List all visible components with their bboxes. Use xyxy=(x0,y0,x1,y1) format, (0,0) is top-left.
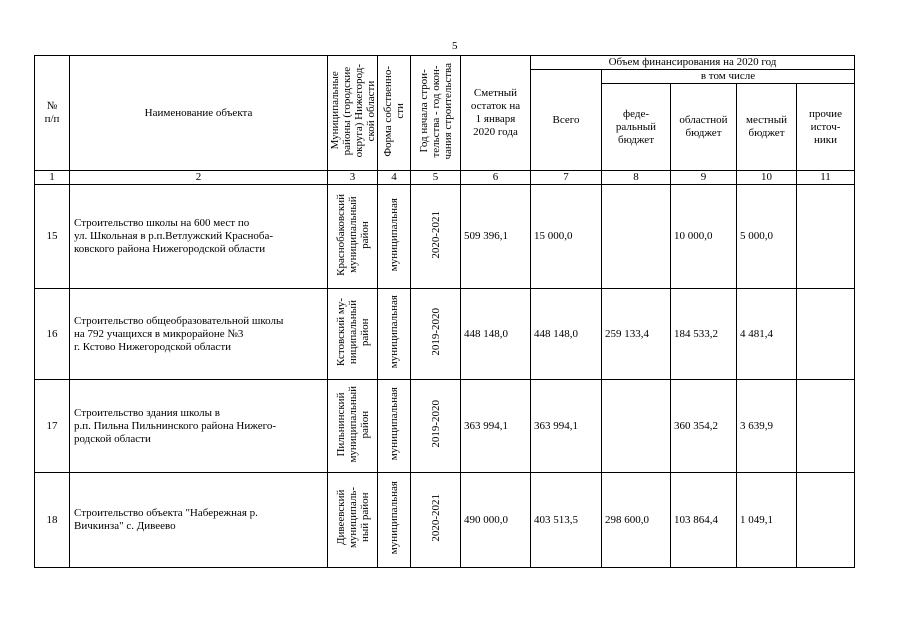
header-other: прочие источ- ники xyxy=(797,84,855,171)
col-number: 2 xyxy=(70,171,328,185)
header-no: № п/п xyxy=(35,56,70,171)
row-regional: 103 864,4 xyxy=(671,473,737,568)
row-district xyxy=(328,473,378,568)
row-years xyxy=(411,289,461,380)
row-name: Строительство общеобразовательной школы на 792 учащихся в микрорайоне №3 г. Кстово Нижегородской области xyxy=(70,289,328,380)
col-number: 7 xyxy=(531,171,602,185)
col-number: 5 xyxy=(411,171,461,185)
row-district xyxy=(328,289,378,380)
row-years xyxy=(411,185,461,289)
row-federal: 259 133,4 xyxy=(602,289,671,380)
row-total: 363 994,1 xyxy=(531,380,602,473)
row-years-text: 2019-2020 xyxy=(429,400,442,448)
row-local: 3 639,9 xyxy=(737,380,797,473)
row-ownership-text: муниципальная xyxy=(388,197,400,272)
row-remaining: 363 994,1 xyxy=(461,380,531,473)
row-name: Строительство школы на 600 мест по ул. Школьная в р.п.Ветлужский Краснoба- ковского района Нижегородской области xyxy=(70,185,328,289)
row-local: 4 481,4 xyxy=(737,289,797,380)
header-district-text: Муниципальные районы (городские округа) Нижегород- ской области xyxy=(328,64,377,158)
financing-table xyxy=(34,55,855,568)
header-name: Наименование объекта xyxy=(70,56,328,171)
row-total: 403 513,5 xyxy=(531,473,602,568)
row-regional: 360 354,2 xyxy=(671,380,737,473)
header-years-text: Год начала строи- тельства - год окон- чания строительства xyxy=(417,62,454,160)
table-row xyxy=(35,380,855,473)
col-number: 11 xyxy=(797,171,855,185)
header-including: в том числе xyxy=(602,70,855,84)
row-ownership xyxy=(378,289,411,380)
header-years xyxy=(411,56,461,171)
row-name: Строительство объекта "Набережная р. Вичкинза" с. Дивеево xyxy=(70,473,328,568)
row-other xyxy=(797,289,855,380)
row-ownership-text: муниципальная xyxy=(388,481,400,555)
page-number: 5 xyxy=(452,40,458,52)
col-number: 10 xyxy=(737,171,797,185)
row-district-text: Краснобаковский муниципальный район xyxy=(334,193,371,276)
header-district xyxy=(328,56,378,171)
row-regional: 184 533,2 xyxy=(671,289,737,380)
row-federal xyxy=(602,185,671,289)
row-federal: 298 600,0 xyxy=(602,473,671,568)
row-local: 1 049,1 xyxy=(737,473,797,568)
row-total: 448 148,0 xyxy=(531,289,602,380)
header-remaining: Сметный остаток на 1 января 2020 года xyxy=(461,56,531,171)
row-district xyxy=(328,380,378,473)
row-ownership-text: муниципальная xyxy=(388,295,400,369)
row-district-text: Дивеевский муниципаль- ный район xyxy=(334,487,371,549)
header-local: местный бюджет xyxy=(737,84,797,171)
row-years-text: 2020-2021 xyxy=(429,210,442,259)
row-name: Строительство здания школы в р.п. Пильна Пильнинского района Нижего- родской области xyxy=(70,380,328,473)
row-no: 15 xyxy=(35,185,70,289)
row-years xyxy=(411,473,461,568)
row-remaining: 509 396,1 xyxy=(461,185,531,289)
row-district xyxy=(328,185,378,289)
col-number: 6 xyxy=(461,171,531,185)
row-no: 16 xyxy=(35,289,70,380)
header-regional: областной бюджет xyxy=(671,84,737,171)
col-number: 3 xyxy=(328,171,378,185)
table-row xyxy=(35,473,855,568)
header-ownership xyxy=(378,56,411,171)
row-other xyxy=(797,473,855,568)
col-number: 9 xyxy=(671,171,737,185)
row-other xyxy=(797,185,855,289)
row-years-text: 2019-2020 xyxy=(429,308,442,356)
row-ownership xyxy=(378,380,411,473)
row-federal xyxy=(602,380,671,473)
header-federal: феде- ральный бюджет xyxy=(602,84,671,171)
row-ownership xyxy=(378,185,411,289)
row-ownership xyxy=(378,473,411,568)
row-no: 17 xyxy=(35,380,70,473)
header-total: Всего xyxy=(531,70,602,171)
table-row xyxy=(35,289,855,380)
row-remaining: 490 000,0 xyxy=(461,473,531,568)
row-years xyxy=(411,380,461,473)
col-number: 8 xyxy=(602,171,671,185)
row-local: 5 000,0 xyxy=(737,185,797,289)
col-number: 1 xyxy=(35,171,70,185)
row-no: 18 xyxy=(35,473,70,568)
row-other xyxy=(797,380,855,473)
row-total: 15 000,0 xyxy=(531,185,602,289)
row-regional: 10 000,0 xyxy=(671,185,737,289)
row-district-text: Пильнинский муниципальный район xyxy=(334,385,371,463)
col-number: 4 xyxy=(378,171,411,185)
row-ownership-text: муниципальная xyxy=(388,387,400,461)
row-district-text: Кстовский му- ниципальный район xyxy=(334,297,371,367)
header-ownership-text: Форма собственно- сти xyxy=(382,65,406,157)
table-row xyxy=(35,185,855,289)
row-years-text: 2020-2021 xyxy=(429,494,442,542)
row-remaining: 448 148,0 xyxy=(461,289,531,380)
header-financing: Объем финансирования на 2020 год xyxy=(531,56,855,70)
